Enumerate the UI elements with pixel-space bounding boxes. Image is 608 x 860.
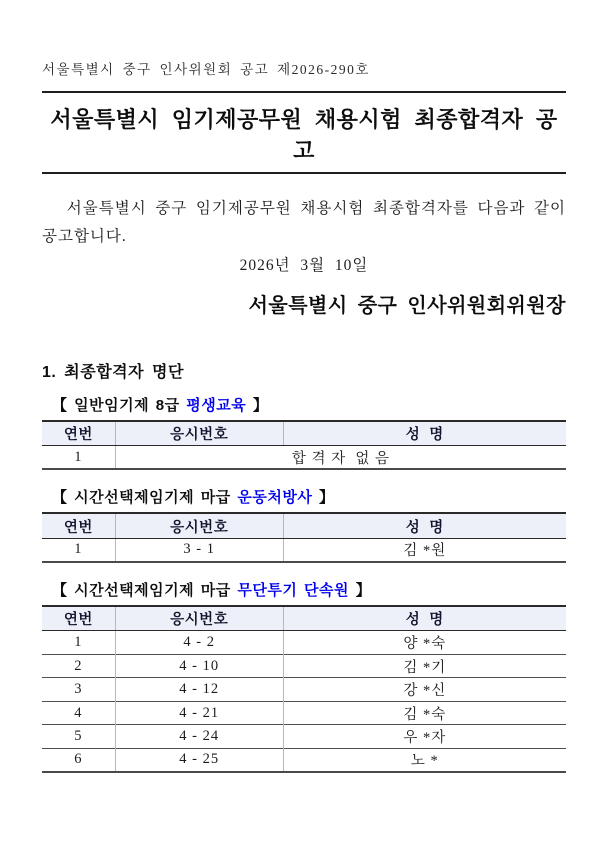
table-caption (52, 394, 566, 415)
column-header: 성 명 (283, 421, 566, 446)
cell-name: 김 *원 (403, 543, 447, 560)
table-row (42, 678, 566, 702)
body-line-2: 공고합니다. (42, 227, 127, 245)
cell-exam-number: 4 - 21 (115, 701, 283, 725)
cell-serial-number: 4 (42, 701, 115, 725)
column-header: 응시번호 (115, 421, 283, 446)
table-row (42, 748, 566, 772)
title-rule-top (42, 91, 566, 93)
table-caption (52, 486, 566, 507)
caption-open-bracket: 【 (52, 396, 75, 414)
caption-close-bracket: 】 (349, 581, 372, 599)
roster-table (42, 512, 566, 563)
roster-table (42, 420, 566, 471)
cell-exam-number: 4 - 24 (115, 725, 283, 749)
table-caption (52, 579, 566, 600)
table-row (42, 631, 566, 655)
caption-close-bracket: 】 (312, 489, 335, 507)
cell-name: 우 *자 (283, 725, 566, 749)
title-rule-bottom (42, 172, 566, 174)
column-header: 성 명 (283, 513, 566, 538)
caption-highlight: 운동처방사 (237, 489, 313, 507)
table-block-1 (42, 394, 566, 471)
cell-exam-number: 4 - 10 (115, 654, 283, 678)
table-row (42, 725, 566, 749)
table-block-3 (42, 579, 566, 773)
doc-number: 서울특별시 중구 인사위원회 공고 제2026-290호 (42, 62, 370, 77)
cell-serial-number: 2 (42, 654, 115, 678)
tables (42, 394, 566, 773)
roster-table (42, 605, 566, 773)
column-header: 연번 (42, 421, 115, 446)
cell-name: 양 *숙 (403, 636, 447, 653)
caption-open-bracket: 【 (52, 581, 75, 599)
header-row (42, 513, 566, 538)
header-row (42, 421, 566, 446)
cell-exam-number: 4 - 12 (115, 678, 283, 702)
table-row (42, 701, 566, 725)
cell-exam-number: 3 - 1 (115, 538, 283, 562)
cell-no-passer: 합 격 자 없 음 (291, 450, 391, 467)
column-header: 연번 (42, 513, 115, 538)
table-row (42, 446, 566, 470)
table-row (42, 654, 566, 678)
table-block-2 (42, 486, 566, 563)
cell-serial-number: 1 (42, 631, 115, 655)
cell-exam-number: 4 - 25 (115, 748, 283, 772)
caption-close-bracket: 】 (246, 396, 269, 414)
cell-serial-number: 1 (42, 538, 115, 562)
caption-text: 시간선택제임기제 마급 (74, 581, 238, 599)
caption-open-bracket: 【 (52, 489, 75, 507)
cell-exam-number: 4 - 2 (115, 631, 283, 655)
header-row (42, 606, 566, 631)
cell-name: 김 *숙 (283, 701, 566, 725)
cell-name: 강 *신 (283, 678, 566, 702)
cell-name: 노 * (283, 748, 566, 772)
cell-serial-number: 1 (42, 446, 115, 470)
table-row (42, 538, 566, 562)
cell-name: 김 *기 (283, 654, 566, 678)
column-header: 연번 (42, 606, 115, 631)
body-line-1: 서울특별시 중구 임기제공무원 채용시험 최종합격자를 다음과 같이 (66, 200, 566, 217)
caption-highlight: 무단투기 단속원 (237, 581, 350, 599)
cell-serial-number: 6 (42, 748, 115, 772)
section-title: 1. 최종합격자 명단 (42, 363, 184, 381)
body-paragraph (42, 195, 566, 251)
column-header: 응시번호 (115, 513, 283, 538)
cell-serial-number: 3 (42, 678, 115, 702)
caption-text: 시간선택제임기제 마급 (74, 489, 238, 507)
page-title: 서울특별시 임기제공무원 채용시험 최종합격자 공고 (50, 107, 558, 163)
doc-date: 2026년 3월 10일 (239, 256, 369, 274)
cell-serial-number: 5 (42, 725, 115, 749)
caption-text: 일반임기제 8급 (74, 396, 187, 414)
column-header: 응시번호 (115, 606, 283, 631)
column-header: 성 명 (283, 606, 566, 631)
caption-highlight: 평생교육 (186, 396, 247, 414)
signature: 서울특별시 중구 인사위원회위원장 (248, 294, 566, 317)
